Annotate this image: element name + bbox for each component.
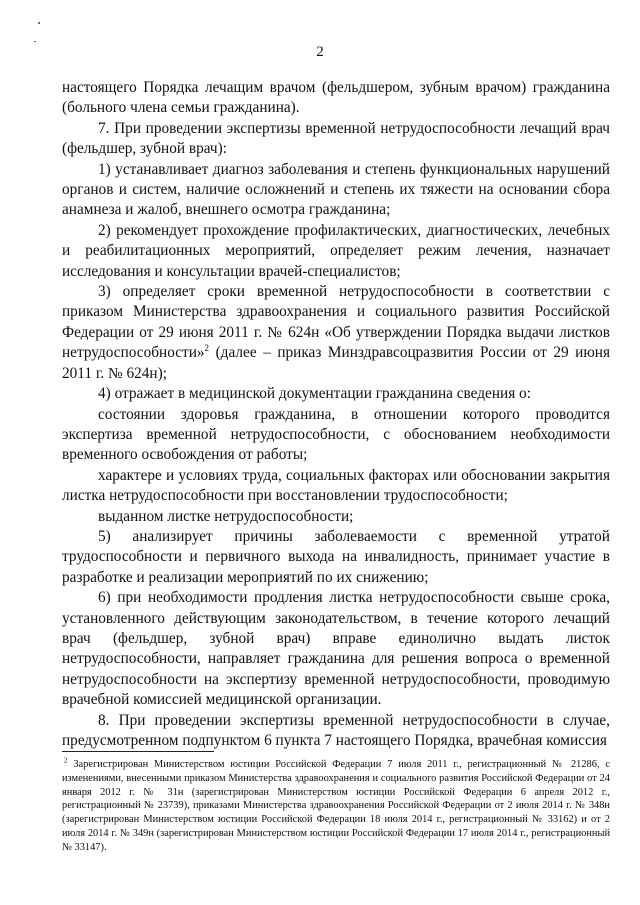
- paragraph-item-7-1: 1) устанавливает диагноз заболевания и степень функциональных нарушений органов и систем, наличие осложнений и степень их тяжести на основании сбора анамнеза и жалоб, внешнего осмотра гражданина;: [62, 160, 610, 219]
- item-7-3-text: 3) определяет сроки временной нетрудоспособности в соответствии с приказом Министерства здравоохранения и социального развития Российской Федерации от 29 июня 2011 г. № 624н «Об утверждении Порядка выдачи листков нетрудоспособности»: [62, 283, 610, 362]
- footnote-mark: 2: [64, 756, 68, 765]
- item-7-3-text-continued: (далее – приказ Минздравсоцразвития России от 29 июня 2011 г. № 624н);: [62, 344, 610, 382]
- paragraph-continuation: настоящего Порядка лечащим врачом (фельдшером, зубным врачом) гражданина (больного члена семьи гражданина).: [62, 79, 610, 117]
- paragraph-item-7: 7. При проведении экспертизы временной нетрудоспособности лечащий врач (фельдшер, зубной врач):: [62, 119, 610, 158]
- paragraph-item-7-4: 4) отражает в медицинской документации гражданина сведения о:: [98, 385, 531, 403]
- footnote-reference: 2: [204, 343, 210, 354]
- paragraph-item-7-4-health: состоянии здоровья гражданина, в отношении которого проводится экспертиза временной нетрудоспособности, с обоснованием необходимости временного освобождения от работы;: [62, 405, 610, 464]
- footnote: [62, 758, 610, 855]
- footnote-text: Зарегистрирован Министерством юстиции Российской Федерации 7 июля 2011 г., регистрационный № 21286, с изменениями, внесенными приказом Министерства здравоохранения и социального развития Российской Федерации от 24 января 2012 г. № 31н (зарегистрирован Министерством юстиции Российской Федерации 6 апреля 2012 г., регистрационный № 23739), приказами Министерства здравоохранения Российской Федерации от 2 июля 2014 г. № 348н (зарегистрирован Министерством юстиции Российской Федерации 18 июля 2014 г., регистрационный № 33162) и от 2 июля 2014 г. № 349н (зарегистрирован Министерством юстиции Российской Федерации 17 июля 2014 г., регистрационный № 33147).: [62, 759, 610, 853]
- paragraph-item-7-6: 6) при необходимости продления листка нетрудоспособности свыше срока, установленного действующим законодательством, в течение которого лечащий врач (фельдшер, зубной врач) вправе единолично выдать листок нетрудоспособности, направляет гражданина для решения вопроса о временной нетрудоспособности на экспертизу временной нетрудоспособности, проводимую врачебной комиссией медицинской организации.: [62, 589, 610, 709]
- scan-speck: [34, 41, 36, 42]
- scan-speck: [38, 22, 40, 24]
- paragraph-item-7-3: [62, 282, 610, 384]
- paragraph-item-7-2: 2) рекомендует прохождение профилактических, диагностических, лечебных и реабилитационных мероприятий, определяет режим лечения, назначает исследования и консультации врачей-специалистов;: [62, 221, 610, 280]
- paragraph-item-8: 8. При проведении экспертизы временной нетрудоспособности в случае, предусмотренном подпунктом 6 пункта 7 настоящего Порядка, врачебная комиссия: [62, 711, 610, 749]
- page-number: 2: [316, 44, 324, 60]
- footnote-separator: [62, 751, 214, 752]
- paragraph-item-7-5: 5) анализирует причины заболеваемости с временной утратой трудоспособности и первичного выхода на инвалидность, принимает участие в разработке и реализации мероприятий по их снижению;: [62, 527, 610, 586]
- paragraph-item-7-4-work: характере и условиях труда, социальных факторах или обосновании закрытия листка нетрудоспособности при восстановлении трудоспособности;: [62, 466, 610, 505]
- paragraph-item-7-4-issued: выданном листке нетрудоспособности;: [98, 507, 354, 525]
- document-body: [62, 78, 610, 751]
